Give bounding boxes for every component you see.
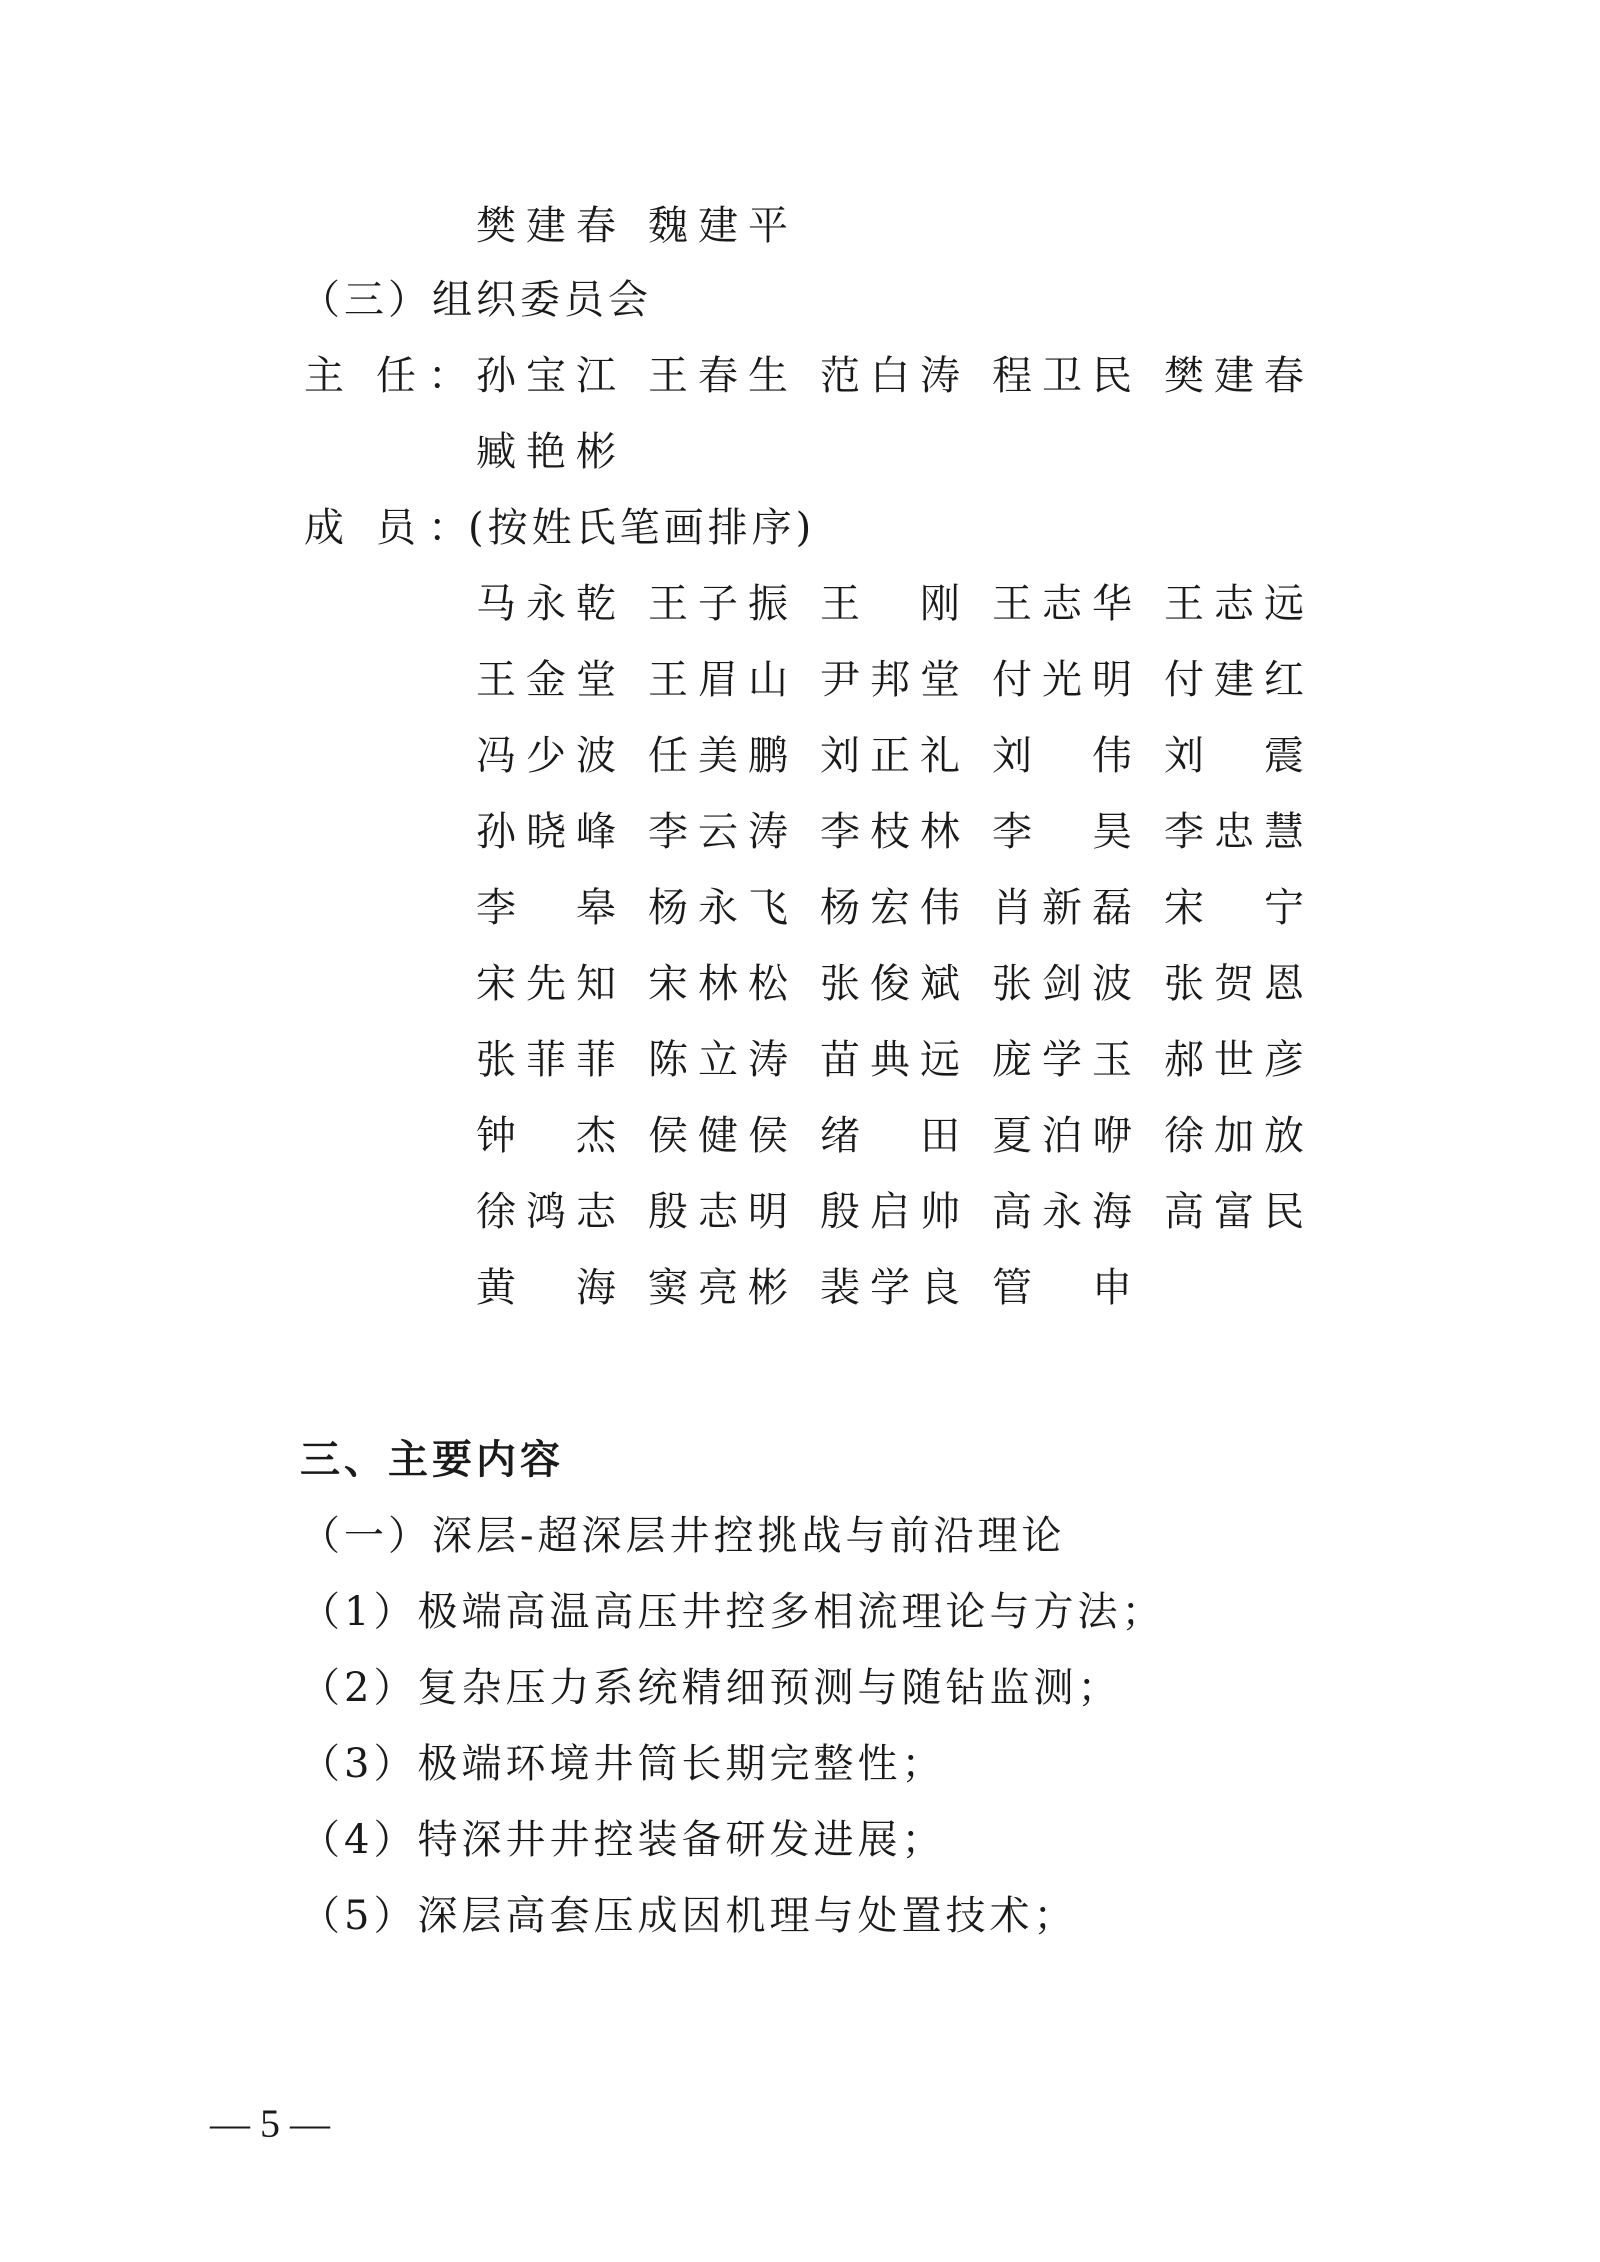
main-content-subheading: （一）深层-超深层井控挑战与前沿理论 xyxy=(300,1513,1066,1559)
member-name: 李忠慧 xyxy=(1164,809,1304,855)
member-name: 郝世彦 xyxy=(1164,1037,1304,1083)
page-number: — 5 — xyxy=(210,2101,330,2146)
continuation-name: 魏建平 xyxy=(648,203,788,249)
member-name: 苗典远 xyxy=(820,1037,960,1083)
continuation-name: 樊建春 xyxy=(476,203,616,249)
member-name: 李 昊 xyxy=(992,809,1132,855)
member-name: 李云涛 xyxy=(648,809,788,855)
member-name: 王眉山 xyxy=(648,657,788,703)
member-name: 付光明 xyxy=(992,657,1132,703)
chair-name: 樊建春 xyxy=(1164,353,1304,399)
main-content-heading: 三、主要内容 xyxy=(300,1437,564,1483)
chair-colon: ： xyxy=(428,353,468,399)
member-name: 殷启帅 xyxy=(820,1189,960,1235)
member-name: 付建红 xyxy=(1164,657,1304,703)
member-name: 窦亮彬 xyxy=(648,1265,788,1311)
member-name: 杨永飞 xyxy=(648,885,788,931)
member-name: 夏泊咿 xyxy=(992,1113,1132,1159)
member-name: 杨宏伟 xyxy=(820,885,960,931)
member-name: 张菲菲 xyxy=(476,1037,616,1083)
chair-name: 王春生 xyxy=(648,353,788,399)
content-item: （3）极端环境井筒长期完整性； xyxy=(300,1741,946,1787)
member-name: 陈立涛 xyxy=(648,1037,788,1083)
members-colon: ： xyxy=(428,505,468,551)
member-name: 宋先知 xyxy=(476,961,616,1007)
member-name: 李 皋 xyxy=(476,885,616,931)
member-name: 刘 伟 xyxy=(992,733,1132,779)
member-name: 王志华 xyxy=(992,581,1132,627)
chair-name: 孙宝江 xyxy=(476,353,616,399)
members-note: (按姓氏笔画排序) xyxy=(468,505,816,551)
member-name: 王金堂 xyxy=(476,657,616,703)
member-name: 张俊斌 xyxy=(820,961,960,1007)
content-item: （2）复杂压力系统精细预测与随钻监测； xyxy=(300,1665,1122,1711)
member-name: 庞学玉 xyxy=(992,1037,1132,1083)
member-name: 高富民 xyxy=(1164,1189,1304,1235)
member-name: 尹邦堂 xyxy=(820,657,960,703)
member-name: 任美鹏 xyxy=(648,733,788,779)
member-name: 裴学良 xyxy=(820,1265,960,1311)
member-name: 孙晓峰 xyxy=(476,809,616,855)
member-name: 王子振 xyxy=(648,581,788,627)
member-name: 王 刚 xyxy=(820,581,960,627)
member-name: 冯少波 xyxy=(476,733,616,779)
member-name: 钟 杰 xyxy=(476,1113,616,1159)
chair-name: 臧艳彬 xyxy=(476,429,616,475)
member-name: 高永海 xyxy=(992,1189,1132,1235)
member-name: 王志远 xyxy=(1164,581,1304,627)
member-name: 徐鸿志 xyxy=(476,1189,616,1235)
organizing-committee-heading: （三）组织委员会 xyxy=(300,277,652,323)
member-name: 殷志明 xyxy=(648,1189,788,1235)
member-name: 张剑波 xyxy=(992,961,1132,1007)
member-name: 宋林松 xyxy=(648,961,788,1007)
member-name: 侯健侯 xyxy=(648,1113,788,1159)
chair-name: 范白涛 xyxy=(820,353,960,399)
member-name: 管 申 xyxy=(992,1265,1132,1311)
member-name: 黄 海 xyxy=(476,1265,616,1311)
content-item: （4）特深井井控装备研发进展； xyxy=(300,1817,946,1863)
member-name: 绪 田 xyxy=(820,1113,960,1159)
members-label: 成 员 xyxy=(304,505,416,551)
member-name: 刘 震 xyxy=(1164,733,1304,779)
member-name: 马永乾 xyxy=(476,581,616,627)
chair-label: 主 任 xyxy=(304,353,416,399)
member-name: 张贺恩 xyxy=(1164,961,1304,1007)
member-name: 李枝林 xyxy=(820,809,960,855)
member-name: 刘正礼 xyxy=(820,733,960,779)
content-item: （1）极端高温高压井控多相流理论与方法； xyxy=(300,1589,1166,1635)
member-name: 肖新磊 xyxy=(992,885,1132,931)
member-name: 徐加放 xyxy=(1164,1113,1304,1159)
chair-name: 程卫民 xyxy=(992,353,1132,399)
content-item: （5）深层高套压成因机理与处置技术； xyxy=(300,1893,1078,1939)
member-name: 宋 宁 xyxy=(1164,885,1304,931)
